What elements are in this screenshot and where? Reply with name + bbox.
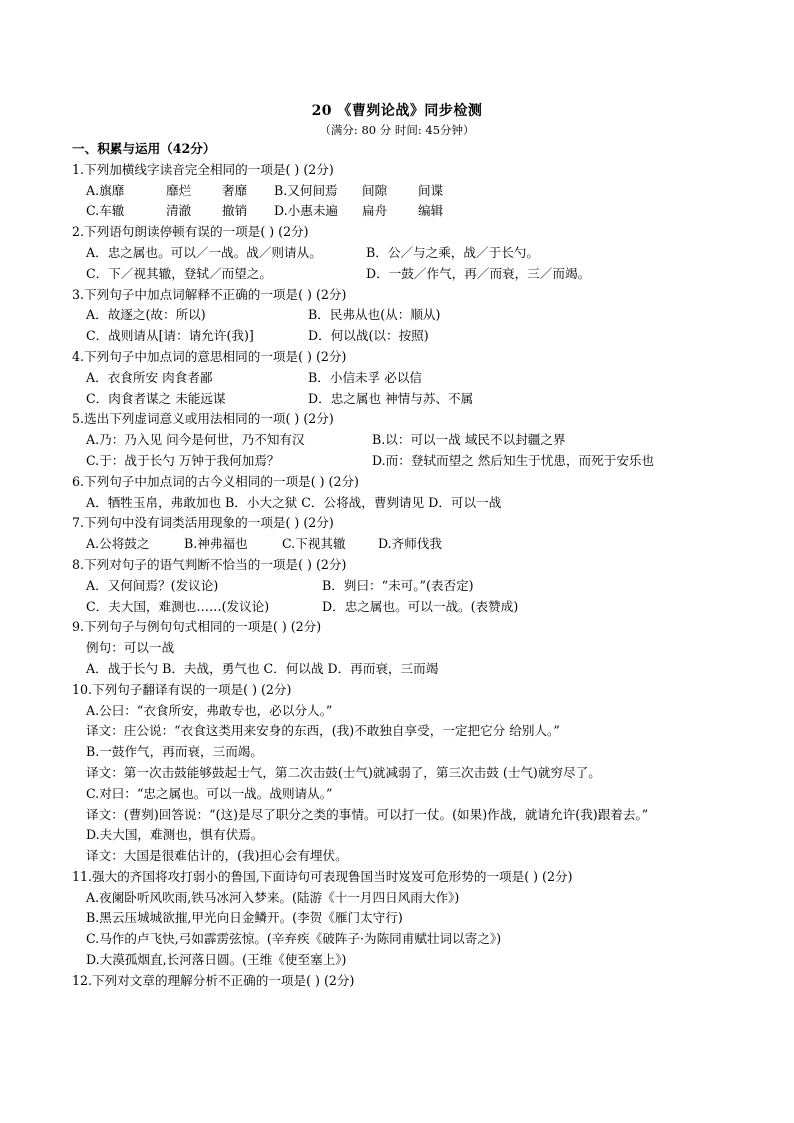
q10-option-d: D.夫大国，难测也，惧有伏焉。 bbox=[86, 827, 264, 843]
q1-option-d: D.小惠未遍 bbox=[274, 203, 339, 219]
question-9-options: A．战于长勺 B．夫战，勇气也 C．何以战 D．再而衰，三而竭 bbox=[86, 660, 439, 676]
q11-option-a: A.夜阑卧听风吹雨,铁马冰河入梦来。(陆游《十一月四日风雨大作》) bbox=[86, 889, 460, 905]
q1-option-a-word-2: 靡烂 bbox=[166, 182, 192, 198]
q2-option-b: B．公／与之乘，战／于长勺。 bbox=[366, 244, 539, 260]
question-4-options-row-1 bbox=[72, 368, 732, 389]
q2-option-d: D．一鼓／作气，再／而衰，三／而竭。 bbox=[366, 265, 591, 281]
q1-option-b-word-3: 间谍 bbox=[418, 182, 444, 198]
question-6-stem: 6.下列句子中加点词的古今义相同的一项是( ) (2分) bbox=[72, 473, 359, 489]
q10-option-b: B.一鼓作气，再而衰，三而竭。 bbox=[86, 744, 263, 760]
q1-option-b-word-2: 间隙 bbox=[362, 182, 388, 198]
q7-option-a: A.公将鼓之 bbox=[86, 536, 150, 552]
q1-option-c-word-2: 清澈 bbox=[166, 203, 192, 219]
question-1-stem: 1.下列加横线字读音完全相同的一项是( ) (2分) bbox=[72, 161, 334, 177]
q11-option-d: D.大漠孤烟直,长河落日圆。(王维《使至塞上》) bbox=[86, 952, 347, 968]
q10-option-c-translation: 译文：(曹刿)回答说：“(这)是尽了职分之类的事情。可以打一仗。(如果)作战，就请允许(我)跟着去。” bbox=[86, 806, 649, 822]
q3-option-d: D．何以战(以：按照) bbox=[308, 328, 429, 344]
question-2-stem: 2.下列语句朗读停顿有误的一项是( ) (2分) bbox=[72, 224, 309, 240]
question-1-options-row-1 bbox=[72, 181, 732, 202]
question-12-stem: 12.下列对文章的理解分析不正确的一项是( ) (2分) bbox=[72, 972, 355, 988]
question-3-stem: 3.下列句子中加点词解释不正确的一项是( ) (2分) bbox=[72, 286, 347, 302]
section-heading: 一、积累与运用（42分） bbox=[72, 141, 216, 156]
q3-option-c: C．战则请从[请：请允许(我)] bbox=[86, 328, 254, 344]
question-8-options-row-1 bbox=[72, 576, 732, 597]
question-7-stem: 7.下列句中没有词类活用现象的一项是( ) (2分) bbox=[72, 515, 334, 531]
question-10-stem: 10.下列句子翻译有误的一项是( ) (2分) bbox=[72, 681, 292, 697]
q7-option-b: B.神弗福也 bbox=[184, 536, 248, 552]
q4-option-c: C．肉食者谋之 未能远谋 bbox=[86, 390, 226, 406]
q5-option-b: B.以：可以一战 域民不以封疆之界 bbox=[372, 432, 566, 448]
q2-option-c: C．下／视其辙，登轼／而望之。 bbox=[86, 265, 272, 281]
q11-option-b: B.黑云压城城欲摧,甲光向日金鳞开。(李贺《雁门太守行) bbox=[86, 910, 403, 926]
q8-option-b: B．刿曰：“未可。”(表否定) bbox=[322, 577, 474, 593]
question-6-options: A．牺牲玉帛，弗敢加也 B．小大之狱 C．公将战，曹刿请见 D．可以一战 bbox=[86, 494, 502, 510]
q8-option-d: D．忠之属也。可以一战。(表赞成) bbox=[322, 598, 519, 614]
q2-option-a: A．忠之属也。可以／一战。战／则请从。 bbox=[86, 244, 322, 260]
q7-option-c: C.下视其辙 bbox=[282, 536, 346, 552]
question-11-stem: 11.强大的齐国将攻打弱小的鲁国,下面诗句可表现鲁国当时岌岌可危形势的一项是( ) (2分) bbox=[72, 868, 573, 884]
q5-option-d: D.而：登轼而望之 然后知生于忧患，而死于安乐也 bbox=[372, 452, 655, 468]
q1-option-c-word-3: 撤销 bbox=[222, 203, 248, 219]
question-list bbox=[72, 139, 732, 992]
q10-option-a: A.公曰：“衣食所安，弗敢专也，必以分人。” bbox=[86, 702, 333, 718]
question-5-options-row-2 bbox=[72, 451, 732, 472]
question-8-options-row-2 bbox=[72, 597, 732, 618]
q11-option-c: C.马作的卢飞快,弓如霹雳弦惊。(辛弃疾《破阵子·为陈同甫赋壮词以寄之》) bbox=[86, 931, 502, 947]
question-1-options-row-2 bbox=[72, 201, 732, 222]
q4-option-b: B．小信未孚 必以信 bbox=[308, 369, 423, 385]
question-4-options-row-2 bbox=[72, 389, 732, 410]
question-5-options-row-1 bbox=[72, 430, 732, 451]
question-2-options-row-1 bbox=[72, 243, 732, 264]
question-7-options bbox=[72, 534, 732, 555]
q10-option-b-translation: 译文：第一次击鼓能够鼓起士气，第二次击鼓(士气)就减弱了，第三次击鼓 (士气)就穷尽了。 bbox=[86, 764, 601, 780]
q1-option-a-word-3: 奢靡 bbox=[222, 182, 248, 198]
q4-option-d: D．忠之属也 神情与苏、不属 bbox=[308, 390, 474, 406]
q7-option-d: D.齐师伐我 bbox=[378, 536, 443, 552]
question-4-stem: 4.下列句子中加点词的意思相同的一项是( ) (2分) bbox=[72, 348, 347, 364]
q1-option-b: B.又何间焉 bbox=[274, 182, 338, 198]
q8-option-a: A．又何间焉？(发议论) bbox=[86, 577, 219, 593]
q1-option-a: A.旗靡 bbox=[86, 182, 125, 198]
question-2-options-row-2 bbox=[72, 264, 732, 285]
q10-option-a-translation: 译文：庄公说：“衣食这类用来安身的东西，(我)不敢独自享受，一定把它分 给别人。” bbox=[86, 723, 560, 739]
q3-option-a: A．故逐之(故：所以) bbox=[86, 307, 206, 323]
page-title: 20 《曹刿论战》同步检测 bbox=[311, 103, 483, 119]
q10-option-c: C.对曰：“忠之属也。可以一战。战则请从。” bbox=[86, 785, 333, 801]
question-8-stem: 8.下列对句子的语气判断不恰当的一项是( ) (2分) bbox=[72, 556, 347, 572]
q1-option-d-word-3: 编辑 bbox=[418, 203, 444, 219]
question-5-stem: 5.选出下列虚词意义或用法相同的一项( ) (2分) bbox=[72, 411, 334, 427]
question-3-options-row-2 bbox=[72, 326, 732, 347]
q10-option-d-translation: 译文：大国是很难估计的，(我)担心会有埋伏。 bbox=[86, 848, 348, 864]
question-3-options-row-1 bbox=[72, 305, 732, 326]
q1-option-d-word-2: 扁舟 bbox=[362, 203, 388, 219]
q8-option-c: C．夫大国，难测也……(发议论) bbox=[86, 598, 270, 614]
q4-option-a: A．衣食所安 肉食者鄙 bbox=[86, 369, 213, 385]
q5-option-c: C.于：战于长勺 万钟于我何加焉？ bbox=[86, 452, 280, 468]
page-subtitle: （满分: 80 分 时间: 45分钟） bbox=[319, 123, 475, 137]
q3-option-b: B．民弗从也(从：顺从) bbox=[308, 307, 441, 323]
q1-option-c: C.车辙 bbox=[86, 203, 125, 219]
q5-option-a: A.乃：乃入见 问今是何世，乃不知有汉 bbox=[86, 432, 305, 448]
question-9-example: 例句：可以一战 bbox=[86, 640, 175, 656]
question-9-stem: 9.下列句子与例句句式相同的一项是( ) (2分) bbox=[72, 619, 322, 635]
